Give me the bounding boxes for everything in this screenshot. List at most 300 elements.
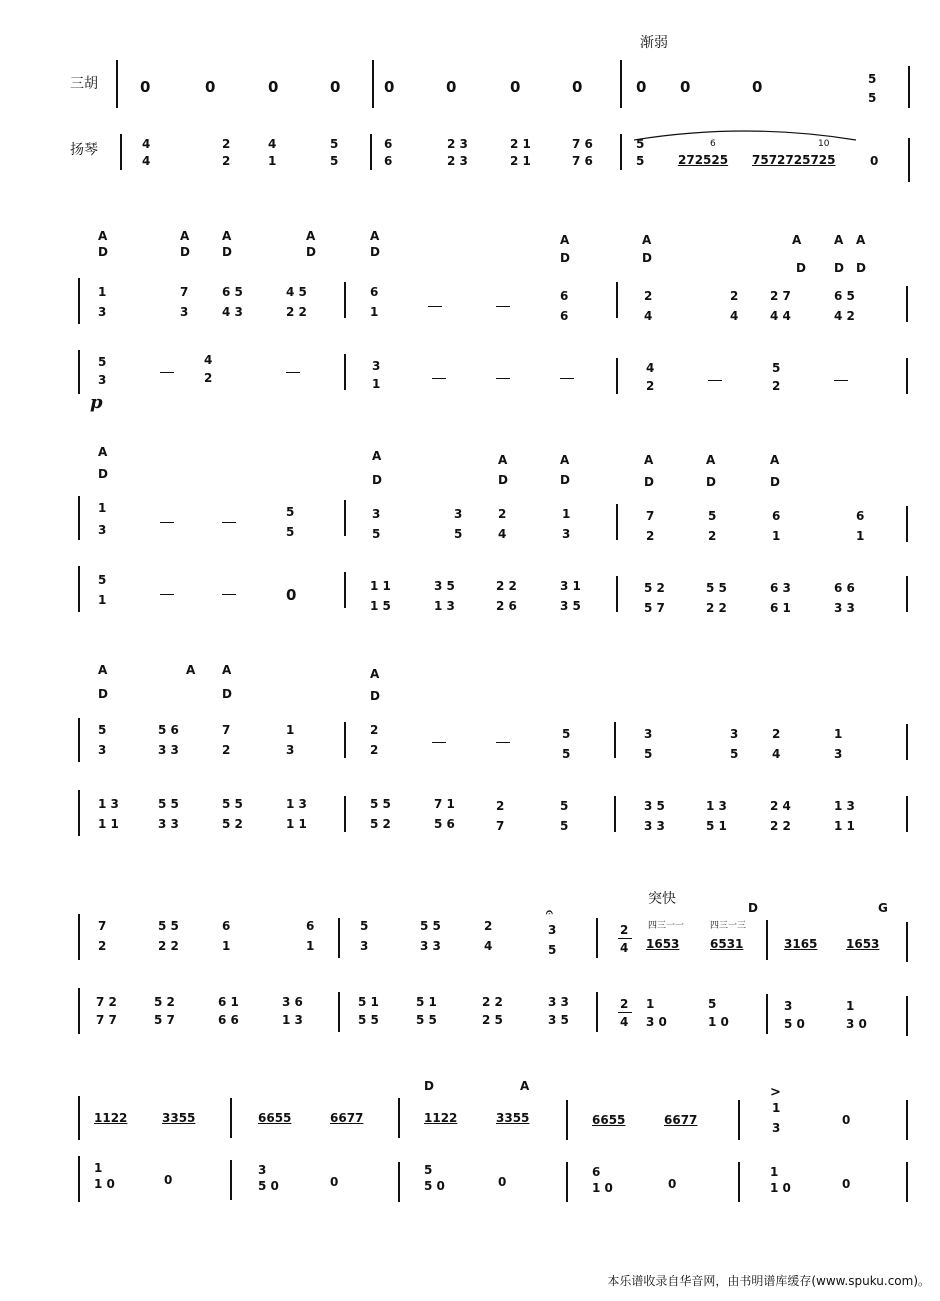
yangqin-note: 5: [98, 355, 107, 369]
barline: [908, 138, 910, 182]
sanhu-note: 0: [205, 78, 216, 96]
yangqin-note: 3 6: [282, 995, 303, 1009]
instrument-label-sanhu: 三胡: [70, 76, 98, 92]
sanhu-note: 4: [772, 747, 781, 761]
instrument-label-yangqin: 扬琴: [70, 142, 98, 158]
chord-symbol: A: [792, 233, 802, 247]
extension-dash: [428, 306, 442, 307]
sanhu-note: 2 7: [770, 289, 791, 303]
barline: [398, 1162, 400, 1202]
chord-symbol: D: [748, 901, 758, 915]
chord-symbol: A: [560, 453, 570, 467]
chord-symbol: A: [180, 229, 190, 243]
chord-symbol: D: [98, 245, 108, 259]
yangqin-note: 1 1: [98, 817, 119, 831]
sanhu-note: 2: [484, 919, 493, 933]
yangqin-note: 5 1: [358, 995, 379, 1009]
sanhu-note: 3: [834, 747, 843, 761]
chord-symbol: D: [642, 251, 652, 265]
system-barline: [78, 496, 80, 540]
barline: [338, 918, 340, 958]
yangqin-note: 5: [636, 137, 645, 151]
yangqin-note: 2: [496, 799, 505, 813]
tuplet-number: 6: [710, 139, 716, 149]
yangqin-note: 7 7: [96, 1013, 117, 1027]
sanhu-note: 0: [572, 78, 583, 96]
barline: [738, 1162, 740, 1202]
barline: [344, 796, 346, 832]
sanhu-note: 2: [370, 743, 379, 757]
yangqin-note: 1: [98, 593, 107, 607]
barline: [344, 572, 346, 608]
chord-symbol: G: [878, 901, 888, 915]
yangqin-note: 3: [784, 999, 793, 1013]
chord-symbol: A: [306, 229, 316, 243]
sanhu-note: 2: [772, 727, 781, 741]
sanhu-note: 2: [498, 507, 507, 521]
sanhu-note: 7: [98, 919, 107, 933]
time-signature-line: [618, 938, 632, 939]
chord-symbol: D: [370, 689, 380, 703]
yangqin-note: 2 3: [447, 154, 468, 168]
chord-symbol: D: [796, 261, 806, 275]
chord-symbol: A: [222, 663, 232, 677]
barline: [620, 134, 622, 170]
yangqin-note: 2 2: [706, 601, 727, 615]
accent-icon: >: [770, 1085, 781, 1100]
extension-dash: [286, 372, 300, 373]
chord-symbol: A: [834, 233, 844, 247]
chord-symbol: D: [180, 245, 190, 259]
barline: [344, 354, 346, 390]
chord-symbol: A: [98, 229, 108, 243]
yangqin-note: 2: [222, 154, 231, 168]
barline: [344, 282, 346, 318]
sanhu-note: 1: [98, 285, 107, 299]
sanhu-note: 5: [868, 91, 877, 105]
system-barline: [78, 988, 80, 1034]
yangqin-note: 2 3: [447, 137, 468, 151]
yangqin-note: 4: [646, 361, 655, 375]
barline: [338, 992, 340, 1032]
extension-dash: [432, 742, 446, 743]
sanhu-run: 6655: [592, 1113, 626, 1127]
yangqin-note: 2 4: [770, 799, 791, 813]
sanhu-note: 5: [644, 747, 653, 761]
yangqin-note: 7: [496, 819, 505, 833]
yangqin-note: 3: [258, 1163, 267, 1177]
yangqin-note: 6 6: [834, 581, 855, 595]
barline: [616, 504, 618, 540]
chord-symbol: A: [370, 667, 380, 681]
sanhu-note: 3: [548, 923, 557, 937]
system-barline: [120, 134, 122, 170]
yangqin-note: 1 3: [834, 799, 855, 813]
yangqin-note: 2 6: [496, 599, 517, 613]
yangqin-note: 1: [646, 997, 655, 1011]
sanhu-run: 6677: [664, 1113, 698, 1127]
barline: [566, 1100, 568, 1140]
yangqin-note: 1 3: [286, 797, 307, 811]
sanhu-note: 5: [548, 943, 557, 957]
chord-symbol: A: [370, 229, 380, 243]
barline: [766, 920, 768, 960]
yangqin-note: 5: [424, 1163, 433, 1177]
barline: [906, 286, 908, 322]
extension-dash: [834, 380, 848, 381]
chord-symbol: A: [770, 453, 780, 467]
yangqin-note: 2: [204, 371, 213, 385]
yangqin-run: 272525: [678, 153, 729, 167]
sanhu-note: 3: [730, 727, 739, 741]
yangqin-note: 5 1: [706, 819, 727, 833]
system-barline: [78, 790, 80, 836]
system-barline: [78, 914, 80, 960]
barline: [908, 66, 910, 108]
sanhu-note: 5: [708, 509, 717, 523]
barline: [372, 60, 374, 108]
sanhu-note: 4: [484, 939, 493, 953]
yangqin-note: 1 0: [770, 1181, 791, 1195]
yangqin-note: 7 2: [96, 995, 117, 1009]
fingering-text: 四三一三: [710, 921, 747, 931]
chord-symbol: D: [770, 475, 780, 489]
yangqin-note: 3 3: [644, 819, 665, 833]
barline: [906, 358, 908, 394]
yangqin-note: 1: [770, 1165, 779, 1179]
sanhu-note: 6: [370, 285, 379, 299]
extension-dash: [496, 742, 510, 743]
sanhu-note: 5: [372, 527, 381, 541]
sanhu-note: 5 5: [420, 919, 441, 933]
yangqin-note: 1 0: [708, 1015, 729, 1029]
sanhu-note: 5 6: [158, 723, 179, 737]
yangqin-note: 5 2: [154, 995, 175, 1009]
sanhu-note: 6: [222, 919, 231, 933]
sanhu-note: 0: [636, 78, 647, 96]
chord-symbol: D: [644, 475, 654, 489]
yangqin-note: 1: [846, 999, 855, 1013]
sanhu-note: 4 4: [770, 309, 791, 323]
sanhu-run: 1122: [424, 1111, 458, 1125]
barline: [906, 576, 908, 612]
chord-symbol: D: [856, 261, 866, 275]
sanhu-note: 1: [370, 305, 379, 319]
barline: [616, 576, 618, 612]
extension-dash: [160, 372, 174, 373]
yangqin-note: 5 1: [416, 995, 437, 1009]
sanhu-note: 5: [730, 747, 739, 761]
fingering-text: 四三一一: [648, 921, 685, 931]
chord-symbol: A: [642, 233, 652, 247]
sanhu-note: 0: [140, 78, 151, 96]
time-signature: 2: [620, 923, 629, 937]
sanhu-note: 4 2: [834, 309, 855, 323]
yangqin-note: 1 0: [592, 1181, 613, 1195]
sanhu-note: 6: [560, 289, 569, 303]
yangqin-note: 6 6: [218, 1013, 239, 1027]
sanhu-note: 0: [752, 78, 763, 96]
yangqin-note: 5: [560, 799, 569, 813]
sanhu-note: 5: [562, 727, 571, 741]
sanhu-note: 2: [646, 529, 655, 543]
yangqin-rest: 0: [498, 1175, 507, 1189]
yangqin-note: 2 2: [496, 579, 517, 593]
yangqin-note: 7 6: [572, 154, 593, 168]
chord-symbol: D: [372, 473, 382, 487]
sanhu-note: 1: [772, 1101, 781, 1115]
yangqin-note: 3: [98, 373, 107, 387]
yangqin-note: 1 3: [282, 1013, 303, 1027]
yangqin-run: 7572725725: [752, 153, 836, 167]
time-signature-line: [618, 1012, 632, 1013]
barline: [906, 1100, 908, 1140]
system-barline: [78, 566, 80, 612]
yangqin-note: 3 3: [834, 601, 855, 615]
sanhu-note: 2 2: [286, 305, 307, 319]
yangqin-note: 5 7: [644, 601, 665, 615]
sanhu-run: 6531: [710, 937, 744, 951]
yangqin-rest: 0: [870, 154, 879, 168]
yangqin-note: 3 1: [560, 579, 581, 593]
chord-symbol: D: [560, 473, 570, 487]
chord-symbol: D: [306, 245, 316, 259]
sanhu-note: 0: [268, 78, 279, 96]
chord-symbol: A: [644, 453, 654, 467]
yangqin-note: 1 1: [834, 819, 855, 833]
yangqin-note: 5: [636, 154, 645, 168]
chord-symbol: A: [560, 233, 570, 247]
sanhu-note: 4: [498, 527, 507, 541]
yangqin-note: 1 0: [94, 1177, 115, 1191]
chord-symbol: A: [372, 449, 382, 463]
yangqin-note: 2 2: [482, 995, 503, 1009]
barline: [614, 722, 616, 758]
dynamic-piano: p: [90, 392, 103, 413]
yangqin-note: 1 1: [370, 579, 391, 593]
extension-dash: [496, 306, 510, 307]
yangqin-note: 5 5: [158, 797, 179, 811]
extension-dash: [708, 380, 722, 381]
yangqin-note: 7 6: [572, 137, 593, 151]
yangqin-note: 5 2: [370, 817, 391, 831]
barline: [344, 722, 346, 758]
sanhu-note: 6 5: [222, 285, 243, 299]
sanhu-rest: 0: [842, 1113, 851, 1127]
sanhu-note: 0: [330, 78, 341, 96]
sanhu-note: 2: [708, 529, 717, 543]
extension-dash: [160, 594, 174, 595]
yangqin-note: 6: [592, 1165, 601, 1179]
yangqin-note: 2 5: [482, 1013, 503, 1027]
yangqin-note: 2: [646, 379, 655, 393]
system-barline: [116, 60, 118, 108]
barline: [596, 992, 598, 1032]
sanhu-note: 1: [222, 939, 231, 953]
barline: [906, 996, 908, 1036]
sanhu-note: 1: [772, 529, 781, 543]
sanhu-note: 3: [98, 523, 107, 537]
chord-symbol: D: [222, 687, 232, 701]
barline: [906, 506, 908, 542]
system-barline: [78, 278, 80, 324]
yangqin-note: 5 5: [358, 1013, 379, 1027]
sanhu-note: 5: [98, 723, 107, 737]
sanhu-note: 3: [180, 305, 189, 319]
sanhu-note: 5: [286, 505, 295, 519]
barline: [370, 134, 372, 170]
sanhu-note: 1: [306, 939, 315, 953]
extension-dash: [222, 594, 236, 595]
yangqin-note: 2: [772, 379, 781, 393]
yangqin-note: 6 1: [770, 601, 791, 615]
yangqin-rest: 0: [164, 1173, 173, 1187]
tempo-mark-jianruo: 渐弱: [640, 35, 668, 51]
yangqin-note: 1 1: [286, 817, 307, 831]
sanhu-run: 1653: [846, 937, 880, 951]
sanhu-note: 6: [856, 509, 865, 523]
sanhu-run: 3355: [162, 1111, 196, 1125]
yangqin-note: 4: [204, 353, 213, 367]
sanhu-note: 0: [510, 78, 521, 96]
barline: [620, 60, 622, 108]
sanhu-note: 3: [286, 743, 295, 757]
yangqin-note: 2 1: [510, 137, 531, 151]
yangqin-note: 5 7: [154, 1013, 175, 1027]
sanhu-note: 1: [834, 727, 843, 741]
chord-symbol: D: [98, 687, 108, 701]
yangqin-note: 1: [372, 377, 381, 391]
sanhu-note: 5: [286, 525, 295, 539]
yangqin-note: 5 5: [222, 797, 243, 811]
slur-mark: [630, 126, 860, 146]
yangqin-note: 6 1: [218, 995, 239, 1009]
barline: [398, 1098, 400, 1138]
yangqin-note: 6: [384, 154, 393, 168]
system-barline: [78, 718, 80, 762]
sanhu-note: 3 3: [158, 743, 179, 757]
barline: [230, 1160, 232, 1200]
yangqin-note: 7 1: [434, 797, 455, 811]
extension-dash: [160, 522, 174, 523]
system-barline: [78, 350, 80, 394]
sanhu-note: 6: [306, 919, 315, 933]
yangqin-note: 5 5: [416, 1013, 437, 1027]
sanhu-note: 3: [454, 507, 463, 521]
chord-symbol: A: [856, 233, 866, 247]
yangqin-note: 5: [330, 154, 339, 168]
yangqin-note: 3 5: [560, 599, 581, 613]
sanhu-note: 6 5: [834, 289, 855, 303]
sanhu-note: 4 3: [222, 305, 243, 319]
yangqin-note: 4: [142, 154, 151, 168]
yangqin-note: 2 2: [770, 819, 791, 833]
chord-symbol: D: [834, 261, 844, 275]
yangqin-note: 3 3: [548, 995, 569, 1009]
sanhu-note: 7: [222, 723, 231, 737]
sanhu-note: 2: [98, 939, 107, 953]
fermata-icon: 𝄐: [546, 905, 553, 919]
sanhu-run: 6655: [258, 1111, 292, 1125]
barline: [596, 918, 598, 958]
chord-symbol: A: [706, 453, 716, 467]
time-signature: 4: [620, 941, 629, 955]
chord-symbol: D: [560, 251, 570, 265]
yangqin-note: 5: [772, 361, 781, 375]
tuplet-number: 10: [818, 139, 830, 149]
sanhu-note: 1: [98, 501, 107, 515]
yangqin-note: 5: [560, 819, 569, 833]
yangqin-note: 5 2: [222, 817, 243, 831]
sanhu-note: 0: [446, 78, 457, 96]
yangqin-note: 3 5: [644, 799, 665, 813]
tempo-mark-tukuai: 突快: [648, 891, 676, 907]
yangqin-note: 5 0: [424, 1179, 445, 1193]
footer-source-note: 本乐谱收录自华音网，由书明谱库缓存(www.spuku.com)。: [607, 1274, 930, 1288]
sanhu-note: 2: [370, 723, 379, 737]
sanhu-note: 5 5: [158, 919, 179, 933]
yangqin-note: 3 5: [434, 579, 455, 593]
sanhu-note: 1: [856, 529, 865, 543]
chord-symbol: D: [706, 475, 716, 489]
yangqin-note: 6: [384, 137, 393, 151]
system-barline: [78, 1156, 80, 1202]
barline: [614, 796, 616, 832]
yangqin-note: 1: [94, 1161, 103, 1175]
chord-symbol: A: [98, 445, 108, 459]
yangqin-note: 5 2: [644, 581, 665, 595]
sanhu-note: 2: [644, 289, 653, 303]
chord-symbol: A: [98, 663, 108, 677]
extension-dash: [432, 378, 446, 379]
sanhu-note: 3: [372, 507, 381, 521]
barline: [906, 724, 908, 760]
yangqin-rest: 0: [668, 1177, 677, 1191]
yangqin-note: 5 5: [706, 581, 727, 595]
yangqin-rest: 0: [330, 1175, 339, 1189]
sanhu-note: 5: [454, 527, 463, 541]
sanhu-run: 1653: [646, 937, 680, 951]
sanhu-run: 3355: [496, 1111, 530, 1125]
yangqin-note: 2 1: [510, 154, 531, 168]
yangqin-note: 5 6: [434, 817, 455, 831]
sanhu-note: 7: [180, 285, 189, 299]
chord-symbol: D: [424, 1079, 434, 1093]
chord-symbol: D: [370, 245, 380, 259]
sanhu-note: 3: [98, 305, 107, 319]
barline: [906, 1162, 908, 1202]
barline: [566, 1162, 568, 1202]
chord-symbol: A: [520, 1079, 530, 1093]
sanhu-note: 6: [772, 509, 781, 523]
yangqin-note: 3 0: [646, 1015, 667, 1029]
yangqin-note: 1 5: [370, 599, 391, 613]
sanhu-note: 5: [562, 747, 571, 761]
sanhu-note: 4: [730, 309, 739, 323]
yangqin-note: 5 5: [370, 797, 391, 811]
yangqin-note: 3: [372, 359, 381, 373]
sanhu-run: 3165: [784, 937, 818, 951]
sanhu-note: 4: [644, 309, 653, 323]
sanhu-note: 1: [286, 723, 295, 737]
barline: [616, 358, 618, 394]
sanhu-note: 5: [360, 919, 369, 933]
chord-symbol: A: [498, 453, 508, 467]
yangqin-note: 5: [708, 997, 717, 1011]
sanhu-note: 3: [644, 727, 653, 741]
chord-symbol: D: [222, 245, 232, 259]
sanhu-note: 3: [562, 527, 571, 541]
